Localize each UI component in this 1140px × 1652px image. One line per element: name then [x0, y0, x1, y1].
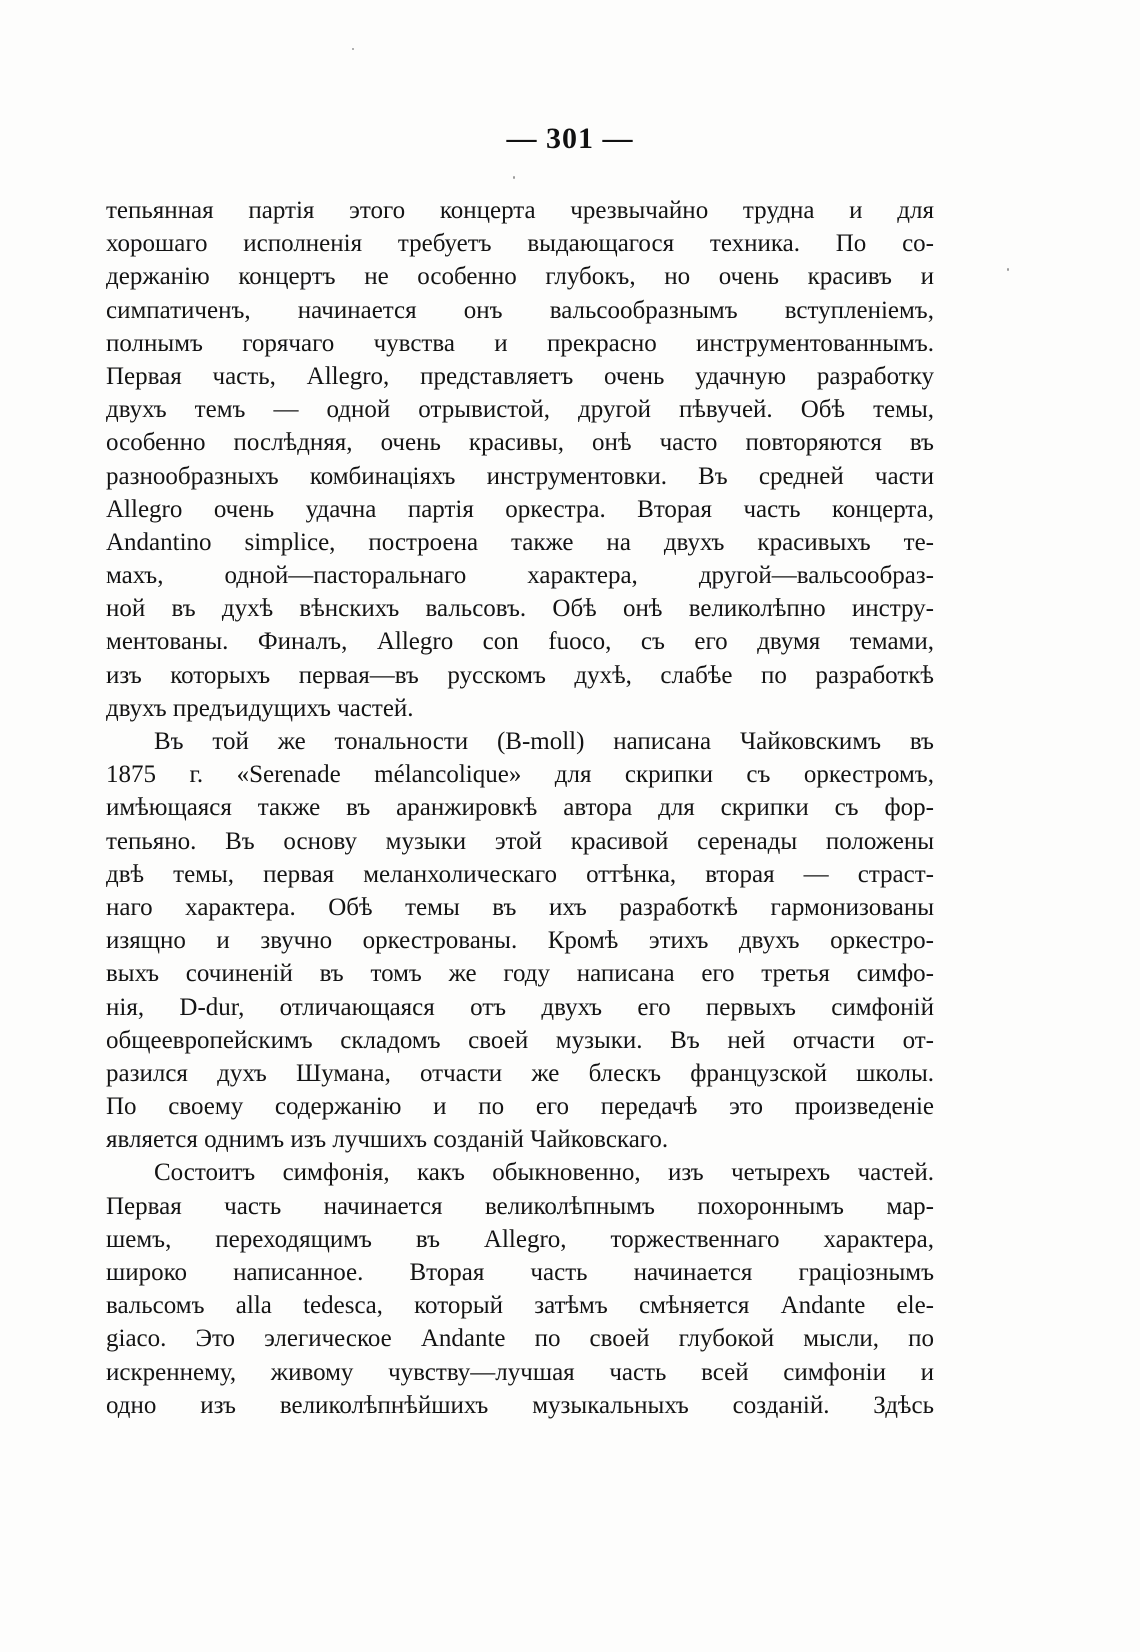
text-line: Andantino simplice, построена также на двухъ красивыхъ те-	[106, 528, 934, 556]
text-line: тепьянная партія этого концерта чрезвычайно трудна и для	[106, 197, 934, 224]
text-line: разнообразныхъ комбинаціяхъ инструментовки. Въ средней части	[106, 462, 934, 490]
text-line: Первая часть, Allegro, представляетъ очень удачную разработку	[106, 362, 934, 390]
text-line: шемъ, переходящимъ въ Allegro, торжественнаго характера,	[106, 1225, 934, 1253]
text-line: полнымъ горячаго чувства и прекрасно инструментованнымъ.	[106, 329, 934, 357]
text-line: Allegro очень удачна партія оркестра. Вторая часть концерта,	[106, 495, 934, 523]
text-line: хорошаго исполненія требуетъ выдающагося техника. По со-	[106, 230, 934, 258]
text-line: наго характера. Обѣ темы въ ихъ разработкѣ гармонизованы	[106, 893, 934, 921]
text-line: Въ той же тональности (B-moll) написана Чайковскимъ въ	[154, 728, 934, 755]
text-line: нія, D-dur, отличающаяся отъ двухъ его первыхъ симфоній	[106, 993, 934, 1021]
text-line: является однимъ изъ лучшихъ созданій Чайковскаго.	[106, 1126, 669, 1154]
paper-speck	[1007, 268, 1009, 271]
text-line: махъ, одной—пасторальнаго характера, другой—вальсообраз-	[106, 562, 934, 590]
text-line: Первая часть начинается великолѣпнымъ похороннымъ мар-	[106, 1192, 934, 1220]
text-line: двѣ темы, первая меланхолическаго оттѣнка, вторая — страст-	[106, 860, 934, 888]
text-line: выхъ сочиненій въ томъ же году написана его третья симфо-	[106, 960, 934, 988]
text-line: изъ которыхъ первая—въ русскомъ духѣ, слабѣе по разработкѣ	[106, 661, 934, 689]
text-line: держанію концертъ не особенно глубокъ, но очень красивъ и	[106, 263, 934, 291]
body-text	[106, 194, 934, 1422]
text-line: имѣющаяся также въ аранжировкѣ автора для скрипки съ фор-	[106, 794, 934, 822]
text-line: вальсомъ alla tedesca, который затѣмъ смѣняется Andante ele-	[106, 1292, 934, 1320]
text-line: изящно и звучно оркестрованы. Кромѣ этихъ двухъ оркестро-	[106, 927, 934, 955]
paragraph	[106, 725, 934, 1156]
text-line: двухъ темъ — одной отрывистой, другой пѣвучей. Обѣ темы,	[106, 396, 934, 424]
text-line: одно изъ великолѣпнѣйшихъ музыкальныхъ созданій. Здѣсь	[106, 1391, 934, 1419]
text-line: giaco. Это элегическое Andante по своей глубокой мысли, по	[106, 1325, 934, 1353]
text-line: особенно послѣдняя, очень красивы, онѣ часто повторяются въ	[106, 429, 934, 457]
text-line: Состоитъ симфонія, какъ обыкновенно, изъ четырехъ частей.	[154, 1159, 934, 1187]
text-line: ментованы. Финалъ, Allegro con fuoco, съ его двумя темами,	[106, 628, 934, 656]
text-line: двухъ предъидущихъ частей.	[106, 694, 414, 722]
page-number: — 301 —	[506, 122, 634, 155]
text-line: ной въ духѣ вѣнскихъ вальсовъ. Обѣ онѣ великолѣпно инстру-	[106, 595, 934, 623]
paper-speck	[513, 176, 515, 179]
paragraph	[106, 1156, 934, 1422]
text-line: общеевропейскимъ складомъ своей музыки. Въ ней отчасти от-	[106, 1026, 934, 1054]
text-line: По своему содержанію и по его передачѣ это произведеніе	[106, 1093, 934, 1121]
text-line: разился духъ Шумана, отчасти же блескъ французской школы.	[106, 1059, 934, 1087]
text-line: симпатиченъ, начинается онъ вальсообразнымъ вступленіемъ,	[106, 296, 934, 324]
paragraph	[106, 194, 934, 725]
paper-speck	[352, 48, 354, 50]
text-line: искреннему, живому чувству—лучшая часть всей симфоніи и	[106, 1358, 934, 1386]
text-line: 1875 г. «Serenade mélancolique» для скрипки съ оркестромъ,	[106, 761, 934, 789]
text-line: широко написанное. Вторая часть начинается граціознымъ	[106, 1259, 934, 1286]
text-line: тепьяно. Въ основу музыки этой красивой серенады положены	[106, 827, 934, 855]
